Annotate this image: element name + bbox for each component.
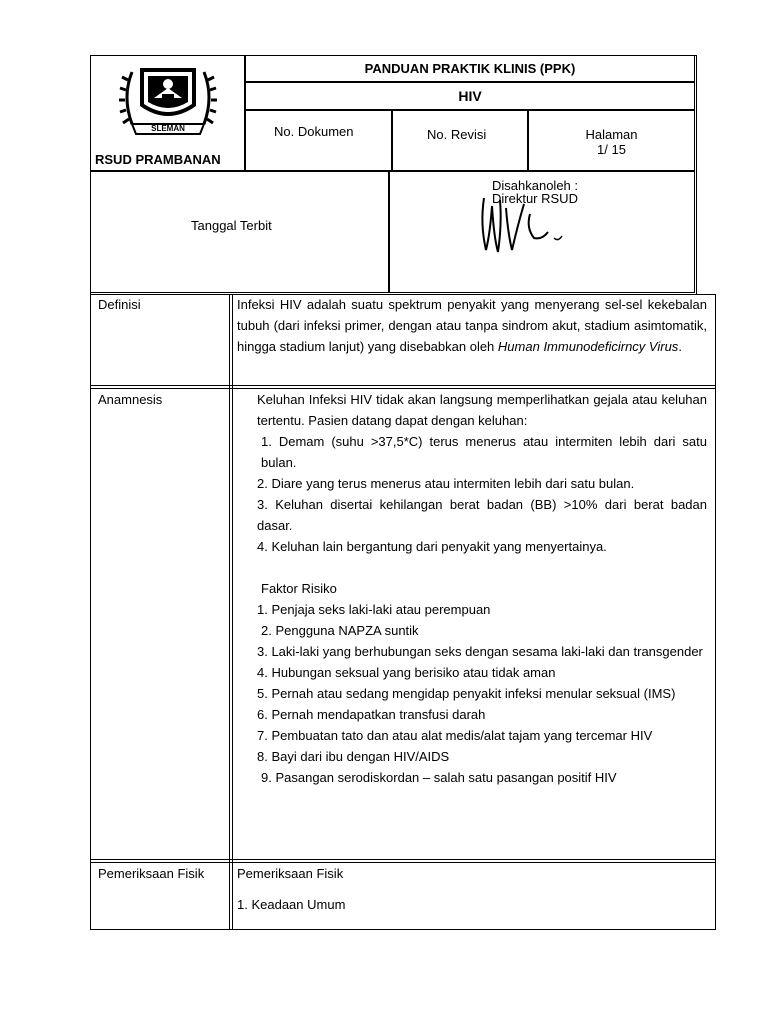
risk-item: 1. Penjaja seks laki-laki atau perempuan xyxy=(257,602,491,617)
approved-by-line2: Direktur RSUD xyxy=(492,191,578,206)
risk-item: 6. Pernah mendapatkan transfusi darah xyxy=(257,707,486,722)
doc-number-label: No. Dokumen xyxy=(274,124,354,139)
risk-item: 3. Laki-laki yang berhubungan seks dengan sesama laki-laki dan transgender xyxy=(257,644,703,659)
issue-date-label: Tanggal Terbit xyxy=(191,218,272,233)
approval-cell xyxy=(389,171,695,293)
page-cell xyxy=(528,110,695,171)
pemeriksaan-item: 1. Keadaan Umum xyxy=(237,897,346,912)
pemeriksaan-label: Pemeriksaan Fisik xyxy=(98,866,205,881)
definisi-text xyxy=(237,294,707,357)
risk-factors-title: Faktor Risiko xyxy=(261,581,337,596)
document-title: PANDUAN PRAKTIK KLINIS (PPK) xyxy=(245,55,695,82)
page-label: Halaman xyxy=(585,127,638,142)
risk-item: 5. Pernah atau sedang mengidap penyakit infeksi menular seksual (IMS) xyxy=(257,686,676,701)
complaint-item: 3. Keluhan disertai kehilangan berat badan (BB) >10% dari berat badan dasar. xyxy=(257,497,707,533)
logo-banner-label: SLEMAN xyxy=(151,124,185,133)
signature-image xyxy=(478,194,568,258)
risk-item: 7. Pembuatan tato dan atau alat medis/alat tajam yang tercemar HIV xyxy=(257,728,653,743)
revision-cell xyxy=(392,110,528,171)
document-subject: HIV xyxy=(245,82,695,110)
definisi-label: Definisi xyxy=(98,297,141,312)
risk-item: 4. Hubungan seksual yang berisiko atau tidak aman xyxy=(257,665,556,680)
risk-item: 2. Pengguna NAPZA suntik xyxy=(261,623,419,638)
doc-number-cell xyxy=(245,110,392,171)
anamnesis-intro: Keluhan Infeksi HIV tidak akan langsung memperlihatkan gejala atau keluhan tertentu. Pasien datang dapat dengan keluhan: xyxy=(257,392,707,428)
revision-label: No. Revisi xyxy=(427,127,487,142)
hospital-name: RSUD PRAMBANAN xyxy=(95,152,221,167)
pemeriksaan-title: Pemeriksaan Fisik xyxy=(237,866,344,881)
complaint-item: 2. Diare yang terus menerus atau intermiten lebih dari satu bulan. xyxy=(257,476,635,491)
risk-item: 9. Pasangan serodiskordan – salah satu pasangan positif HIV xyxy=(261,770,617,785)
anamnesis-label: Anamnesis xyxy=(98,392,163,407)
risk-item: 8. Bayi dari ibu dengan HIV/AIDS xyxy=(257,749,450,764)
approved-by-line1: Disahkanoleh : xyxy=(492,178,578,193)
definisi-virus-name: Human Immunodeficirncy Virus xyxy=(497,339,679,354)
logo-cell xyxy=(90,55,245,171)
complaint-item: 4. Keluhan lain bergantung dari penyakit yang menyertainya. xyxy=(257,539,607,554)
complaint-item: 1. Demam (suhu >37,5*C) terus menerus atau intermiten lebih dari satu bulan. xyxy=(261,434,707,470)
definisi-body: Infeksi HIV adalah suatu spektrum penyakit yang menyerang sel-sel kekebalan tubuh (dari infeksi primer, dengan atau tanpa sindrom akut, stadium asimtomatik, hingga stadium lanjut) yang disebabkan oleh xyxy=(237,297,707,354)
issue-date-cell xyxy=(90,171,389,293)
anamnesis-content xyxy=(257,389,707,788)
definisi-end: . xyxy=(678,339,682,354)
page-value: 1/ 15 xyxy=(597,142,626,157)
